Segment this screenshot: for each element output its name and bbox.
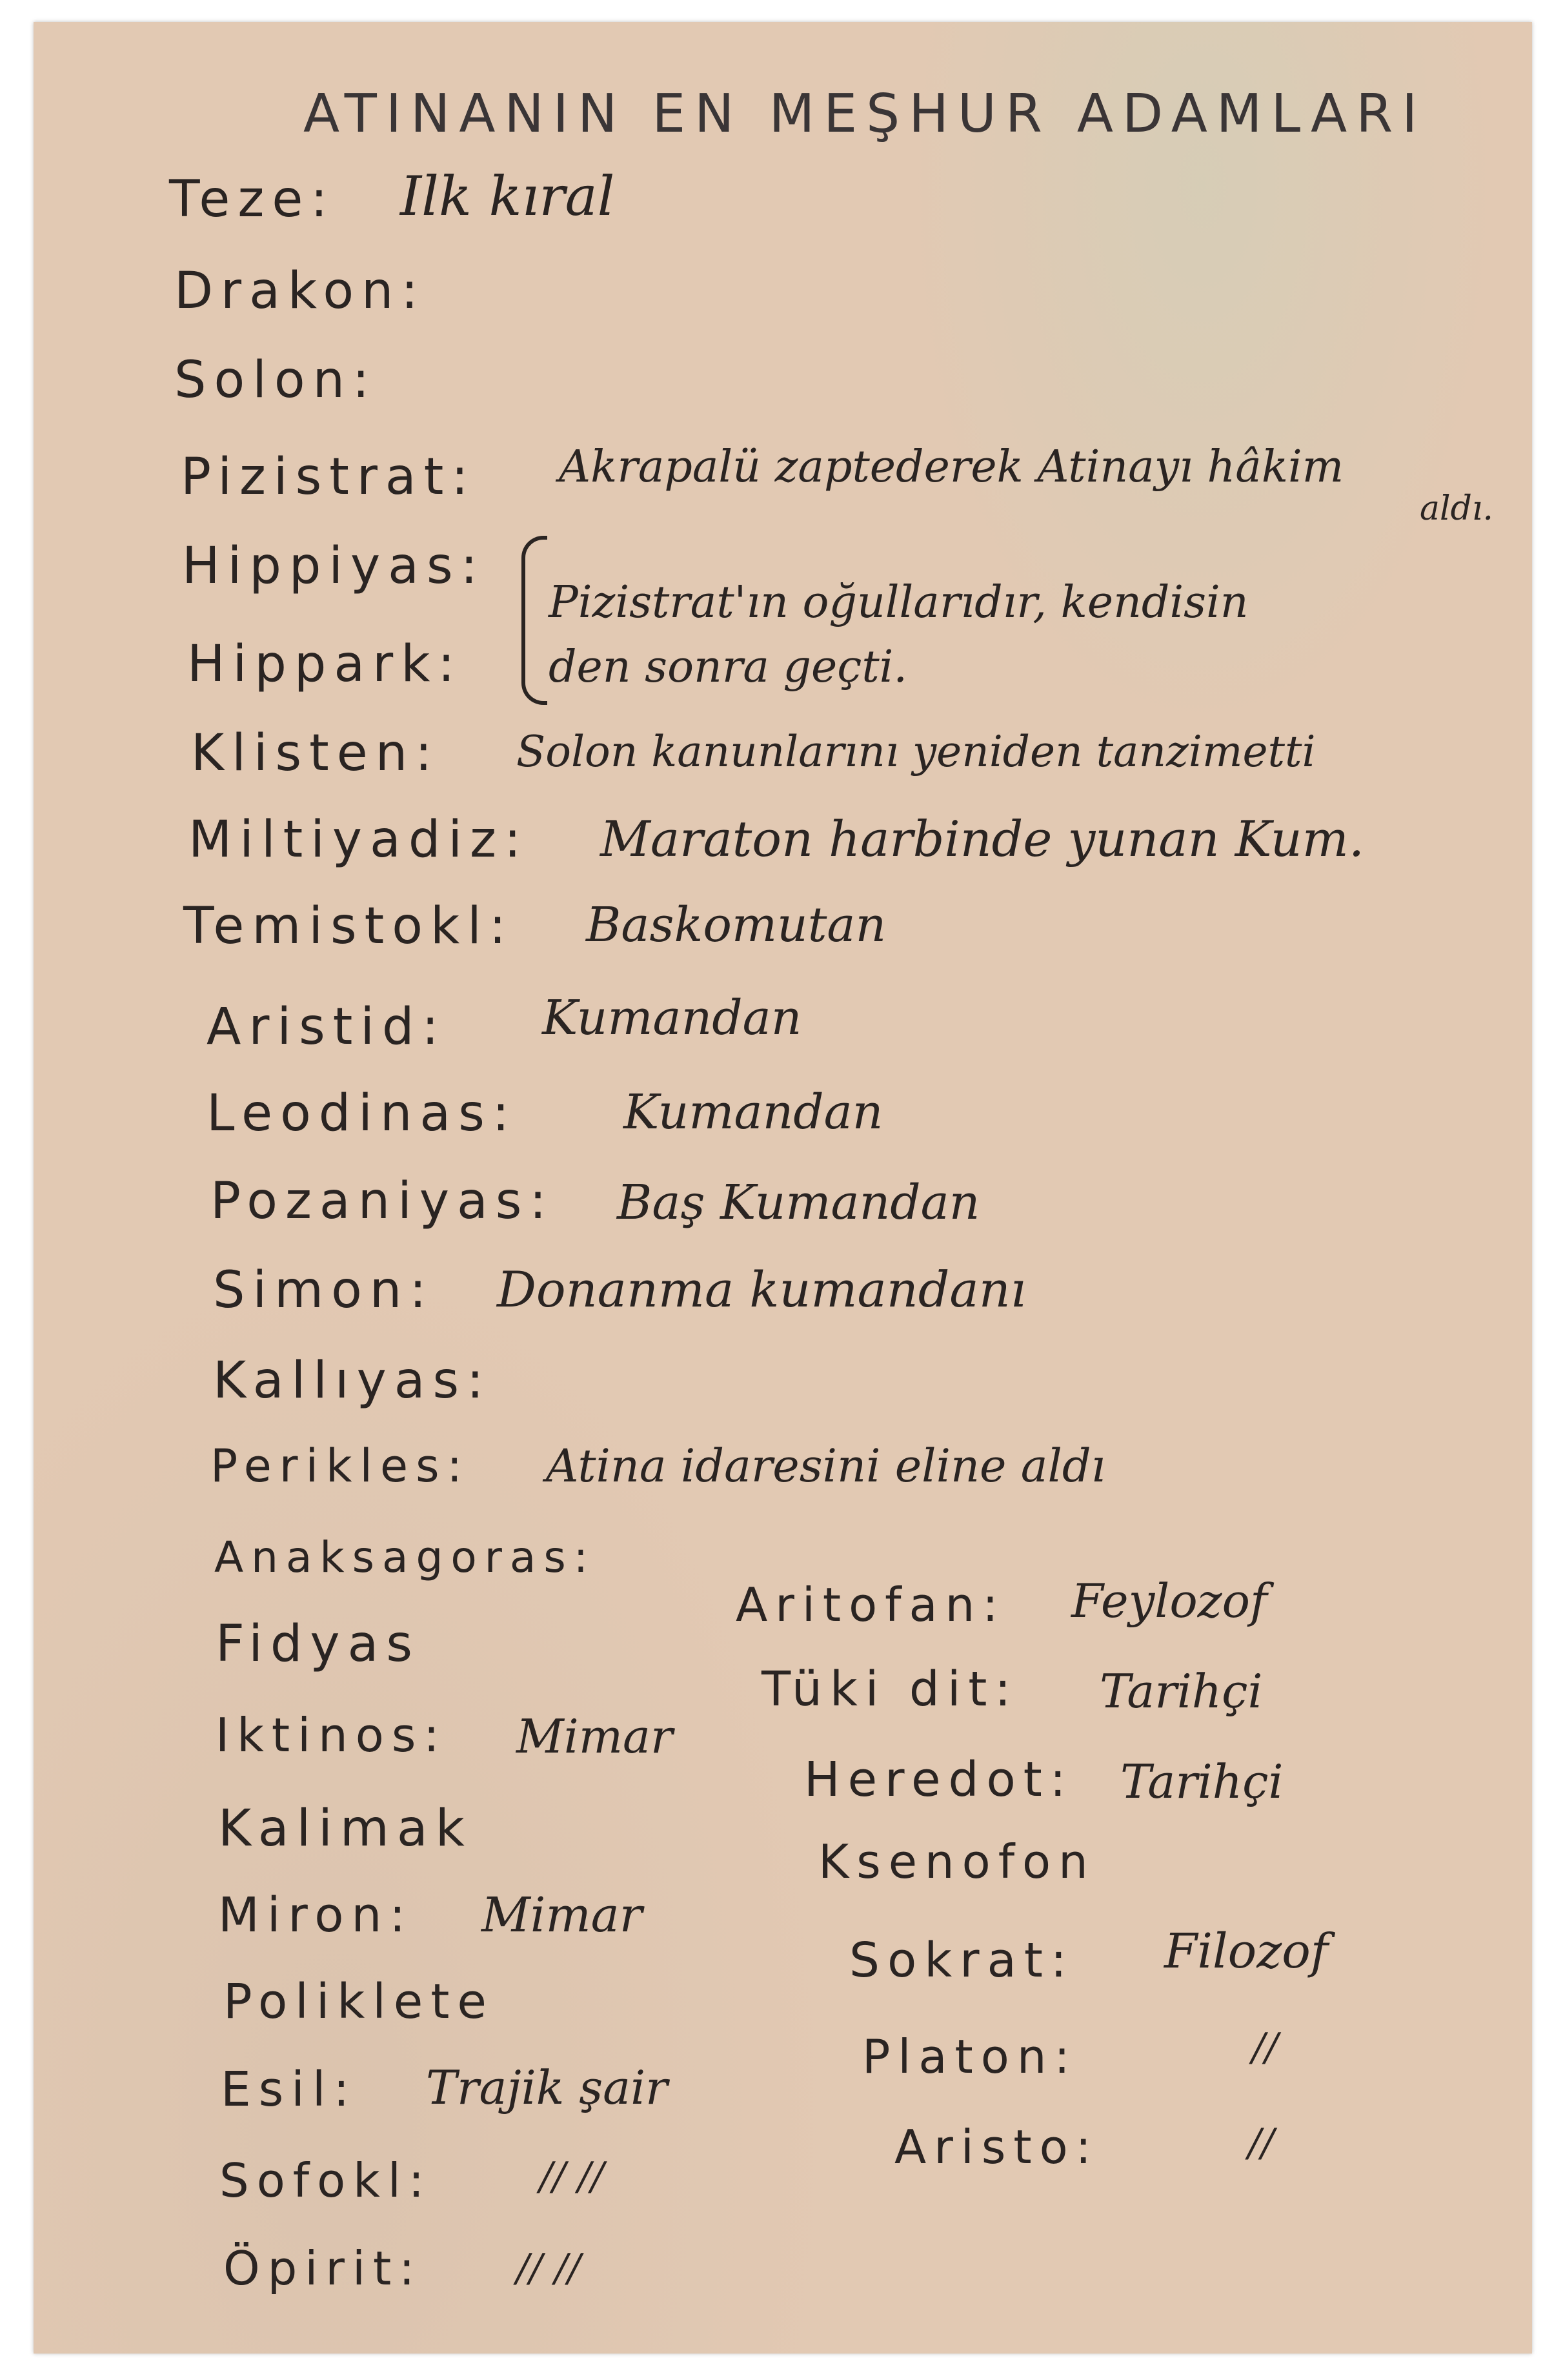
entry-label-teze: Teze: — [169, 170, 336, 229]
entry-label-aritofan: Aritofan: — [736, 1578, 1006, 1632]
entry-desc-platon: // — [1252, 2025, 1278, 2070]
entry-desc-pozaniyas: Baş Kumandan — [617, 1175, 980, 1230]
entry-desc-miltiyadiz: Maraton harbinde yunan Kum. — [600, 810, 1364, 868]
entry-desc-miron: Mimar — [481, 1887, 643, 1943]
entry-label-opirit: Öpirit: — [223, 2241, 423, 2295]
entry-label-aristo: Aristo: — [894, 2120, 1099, 2174]
entry-desc-sokrat: Filozof — [1164, 1924, 1329, 1979]
entry-label-simon: Simon: — [213, 1261, 434, 1319]
entry-label-kalimak: Kalimak — [218, 1800, 472, 1858]
entry-label-hippiyas: Hippiyas: — [182, 537, 485, 595]
entry-desc-pizistrat: Akrapalü zaptederek Atinayı hâkim — [559, 442, 1344, 493]
entry-label-ksenofon: Ksenofon — [818, 1835, 1096, 1889]
entry-label-poliklete: Poliklete — [223, 1974, 494, 2029]
entry-label-platon: Platon: — [862, 2029, 1078, 2084]
entry-desc-opirit: // // — [516, 2246, 581, 2291]
entry-desc-simon: Donanma kumandanı — [497, 1261, 1026, 1318]
entry-desc-aritofan: Feylozof — [1071, 1574, 1267, 1628]
entry-label-temistokl: Temistokl: — [183, 897, 514, 955]
entry-label-heredot: Heredot: — [804, 1752, 1074, 1807]
entry-desc-leodinas: Kumandan — [623, 1084, 883, 1140]
entry-label-hippark: Hippark: — [187, 635, 463, 693]
entry-label-miron: Miron: — [218, 1887, 414, 1943]
entry-desc-iktinos: Mimar — [516, 1709, 673, 1764]
entry-label-perikles: Perikles: — [210, 1439, 470, 1492]
entry-label-iktinos: Iktinos: — [216, 1708, 447, 1762]
entry-desc-teze: Ilk kıral — [400, 165, 615, 228]
entry-label-fidyas: Fidyas — [216, 1615, 420, 1673]
entry-label-drakon: Drakon: — [174, 262, 426, 320]
entry-label-tukidit: Tüki dit: — [761, 1662, 1019, 1717]
entry-desc-klisten: Solon kanunlarını yeniden tanzimetti — [516, 727, 1316, 777]
brace-note-line-2: den sonra geçti. — [549, 642, 908, 693]
entry-label-solon: Solon: — [174, 351, 378, 409]
brace-bracket — [521, 536, 547, 705]
entry-label-anaksagoras: Anaksagoras: — [214, 1532, 596, 1582]
entry-desc-esil: Trajik şair — [426, 2060, 668, 2115]
entry-label-pizistrat: Pizistrat: — [181, 448, 476, 506]
page-title: ATINANIN EN MEŞHUR ADAMLARI — [303, 83, 1427, 145]
entry-desc-perikles: Atina idaresini eline aldı — [546, 1439, 1106, 1492]
entry-label-aristid: Aristid: — [207, 998, 447, 1056]
entry-desc-tukidit: Tarihçi — [1100, 1664, 1263, 1718]
entry-desc-sofokl: // // — [539, 2154, 604, 2199]
entry-label-pozaniyas: Pozaniyas: — [210, 1172, 554, 1230]
entry-label-sofokl: Sofokl: — [219, 2153, 432, 2208]
entry-label-sokrat: Sokrat: — [849, 1933, 1074, 1988]
entry-label-kalliyas: Kallıyas: — [213, 1352, 492, 1410]
entry-desc-heredot: Tarihçi — [1120, 1754, 1284, 1809]
entry-label-miltiyadiz: Miltiyadiz: — [188, 811, 529, 869]
entry-desc-pizistrat-cont: aldı. — [1420, 489, 1494, 528]
entry-label-leodinas: Leodinas: — [207, 1084, 518, 1143]
entry-label-esil: Esil: — [221, 2062, 358, 2117]
entry-desc-aristo: // — [1248, 2121, 1275, 2166]
entry-desc-aristid: Kumandan — [542, 990, 802, 1046]
entry-label-klisten: Klisten: — [191, 724, 440, 782]
entry-desc-temistokl: Baskomutan — [586, 897, 887, 953]
brace-note-line-1: Pizistrat'ın oğullarıdır, kendisin — [549, 577, 1249, 628]
